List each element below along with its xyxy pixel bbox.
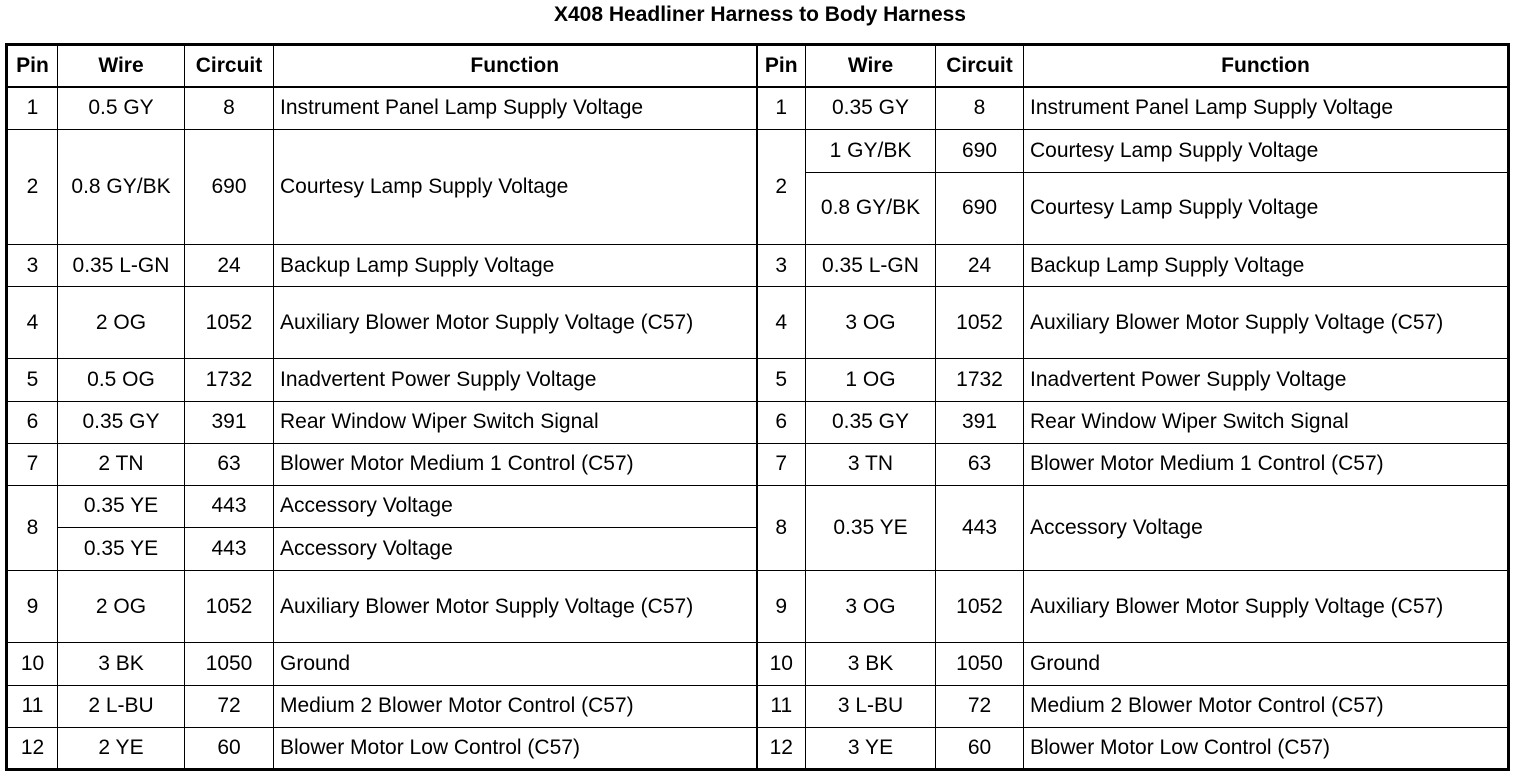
table-row bbox=[7, 87, 1509, 129]
wire-cell: 0.5 OG bbox=[58, 359, 185, 401]
circuit-cell: 24 bbox=[185, 245, 274, 287]
circuit-cell: 60 bbox=[936, 727, 1024, 769]
table-row bbox=[7, 245, 1509, 287]
function-cell: Accessory Voltage bbox=[274, 528, 757, 571]
circuit-cell: 690 bbox=[936, 129, 1024, 172]
wire-cell: 0.35 YE bbox=[58, 528, 185, 571]
pin-cell: 3 bbox=[757, 245, 806, 287]
function-cell: Backup Lamp Supply Voltage bbox=[274, 245, 757, 287]
circuit-cell: 1052 bbox=[936, 571, 1024, 643]
function-cell: Courtesy Lamp Supply Voltage bbox=[1024, 172, 1509, 244]
header-function: Function bbox=[274, 45, 757, 88]
function-cell: Accessory Voltage bbox=[1024, 485, 1509, 570]
table-row bbox=[7, 727, 1509, 769]
table-row bbox=[7, 643, 1509, 685]
circuit-cell: 60 bbox=[185, 727, 274, 769]
function-cell: Blower Motor Medium 1 Control (C57) bbox=[1024, 443, 1509, 485]
pin-cell: 8 bbox=[757, 485, 806, 570]
circuit-cell: 443 bbox=[936, 485, 1024, 570]
pin-cell: 10 bbox=[7, 643, 58, 685]
function-cell: Courtesy Lamp Supply Voltage bbox=[1024, 129, 1509, 172]
function-cell: Medium 2 Blower Motor Control (C57) bbox=[274, 685, 757, 727]
pin-cell: 8 bbox=[7, 485, 58, 570]
header-wire: Wire bbox=[58, 45, 185, 88]
pin-cell: 7 bbox=[757, 443, 806, 485]
function-cell: Blower Motor Medium 1 Control (C57) bbox=[274, 443, 757, 485]
wire-cell: 2 OG bbox=[58, 287, 185, 359]
function-cell: Auxiliary Blower Motor Supply Voltage (C57) bbox=[1024, 287, 1509, 359]
header-function: Function bbox=[1024, 45, 1509, 88]
pin-cell: 10 bbox=[757, 643, 806, 685]
wire-cell: 0.35 L-GN bbox=[58, 245, 185, 287]
wire-cell: 0.35 GY bbox=[806, 87, 936, 129]
wire-cell: 3 BK bbox=[58, 643, 185, 685]
pin-cell: 5 bbox=[757, 359, 806, 401]
wire-cell: 3 BK bbox=[806, 643, 936, 685]
header-pin: Pin bbox=[7, 45, 58, 88]
function-cell: Instrument Panel Lamp Supply Voltage bbox=[1024, 87, 1509, 129]
function-cell: Inadvertent Power Supply Voltage bbox=[1024, 359, 1509, 401]
function-cell: Courtesy Lamp Supply Voltage bbox=[274, 129, 757, 244]
function-cell: Rear Window Wiper Switch Signal bbox=[1024, 401, 1509, 443]
wire-cell: 3 OG bbox=[806, 571, 936, 643]
wire-cell: 3 TN bbox=[806, 443, 936, 485]
wire-cell: 0.35 YE bbox=[58, 485, 185, 527]
wire-cell: 1 OG bbox=[806, 359, 936, 401]
function-cell: Backup Lamp Supply Voltage bbox=[1024, 245, 1509, 287]
header-pin: Pin bbox=[757, 45, 806, 88]
pin-cell: 2 bbox=[757, 129, 806, 244]
circuit-cell: 8 bbox=[936, 87, 1024, 129]
table-row bbox=[7, 443, 1509, 485]
circuit-cell: 8 bbox=[185, 87, 274, 129]
wire-cell: 2 YE bbox=[58, 727, 185, 769]
wire-cell: 2 OG bbox=[58, 571, 185, 643]
wire-cell: 0.5 GY bbox=[58, 87, 185, 129]
function-cell: Ground bbox=[274, 643, 757, 685]
wire-cell: 0.8 GY/BK bbox=[806, 172, 936, 244]
circuit-cell: 1732 bbox=[936, 359, 1024, 401]
function-cell: Instrument Panel Lamp Supply Voltage bbox=[274, 87, 757, 129]
pin-cell: 1 bbox=[7, 87, 58, 129]
table-row bbox=[7, 359, 1509, 401]
circuit-cell: 63 bbox=[936, 443, 1024, 485]
circuit-cell: 443 bbox=[185, 485, 274, 527]
circuit-cell: 1732 bbox=[185, 359, 274, 401]
table-row bbox=[7, 685, 1509, 727]
circuit-cell: 1050 bbox=[936, 643, 1024, 685]
function-cell: Inadvertent Power Supply Voltage bbox=[274, 359, 757, 401]
connector-pinout-table bbox=[5, 43, 1510, 771]
function-cell: Auxiliary Blower Motor Supply Voltage (C57) bbox=[274, 287, 757, 359]
pin-cell: 12 bbox=[757, 727, 806, 769]
pin-cell: 11 bbox=[7, 685, 58, 727]
circuit-cell: 72 bbox=[936, 685, 1024, 727]
header-circuit: Circuit bbox=[185, 45, 274, 88]
function-cell: Rear Window Wiper Switch Signal bbox=[274, 401, 757, 443]
circuit-cell: 443 bbox=[185, 528, 274, 571]
wire-cell: 0.35 GY bbox=[806, 401, 936, 443]
circuit-cell: 391 bbox=[185, 401, 274, 443]
wire-cell: 2 TN bbox=[58, 443, 185, 485]
circuit-cell: 391 bbox=[936, 401, 1024, 443]
wire-cell: 1 GY/BK bbox=[806, 129, 936, 172]
wire-cell: 0.35 GY bbox=[58, 401, 185, 443]
wire-cell: 2 L-BU bbox=[58, 685, 185, 727]
function-cell: Auxiliary Blower Motor Supply Voltage (C57) bbox=[1024, 571, 1509, 643]
pin-cell: 6 bbox=[7, 401, 58, 443]
pin-cell: 1 bbox=[757, 87, 806, 129]
function-cell: Accessory Voltage bbox=[274, 485, 757, 527]
circuit-cell: 1052 bbox=[185, 287, 274, 359]
function-cell: Auxiliary Blower Motor Supply Voltage (C57) bbox=[274, 571, 757, 643]
wire-cell: 0.8 GY/BK bbox=[58, 129, 185, 244]
table-row bbox=[7, 401, 1509, 443]
pin-cell: 6 bbox=[757, 401, 806, 443]
function-cell: Ground bbox=[1024, 643, 1509, 685]
pin-cell: 7 bbox=[7, 443, 58, 485]
circuit-cell: 24 bbox=[936, 245, 1024, 287]
header-circuit: Circuit bbox=[936, 45, 1024, 88]
pin-cell: 9 bbox=[757, 571, 806, 643]
function-cell: Blower Motor Low Control (C57) bbox=[1024, 727, 1509, 769]
table-header-row bbox=[7, 45, 1509, 88]
pin-cell: 12 bbox=[7, 727, 58, 769]
circuit-cell: 63 bbox=[185, 443, 274, 485]
table-row bbox=[7, 571, 1509, 643]
circuit-cell: 690 bbox=[936, 172, 1024, 244]
pin-cell: 3 bbox=[7, 245, 58, 287]
header-wire: Wire bbox=[806, 45, 936, 88]
circuit-cell: 72 bbox=[185, 685, 274, 727]
pin-cell: 11 bbox=[757, 685, 806, 727]
circuit-cell: 690 bbox=[185, 129, 274, 244]
pin-cell: 4 bbox=[757, 287, 806, 359]
table-row bbox=[7, 485, 1509, 527]
wire-cell: 3 L-BU bbox=[806, 685, 936, 727]
circuit-cell: 1052 bbox=[185, 571, 274, 643]
wire-cell: 0.35 YE bbox=[806, 485, 936, 570]
wire-cell: 3 YE bbox=[806, 727, 936, 769]
function-cell: Blower Motor Low Control (C57) bbox=[274, 727, 757, 769]
wire-cell: 0.35 L-GN bbox=[806, 245, 936, 287]
function-cell: Medium 2 Blower Motor Control (C57) bbox=[1024, 685, 1509, 727]
circuit-cell: 1050 bbox=[185, 643, 274, 685]
pin-cell: 9 bbox=[7, 571, 58, 643]
pin-cell: 2 bbox=[7, 129, 58, 244]
pin-cell: 4 bbox=[7, 287, 58, 359]
wire-cell: 3 OG bbox=[806, 287, 936, 359]
table-row bbox=[7, 287, 1509, 359]
circuit-cell: 1052 bbox=[936, 287, 1024, 359]
pin-cell: 5 bbox=[7, 359, 58, 401]
page-title: X408 Headliner Harness to Body Harness bbox=[553, 3, 966, 26]
table-row bbox=[7, 129, 1509, 172]
